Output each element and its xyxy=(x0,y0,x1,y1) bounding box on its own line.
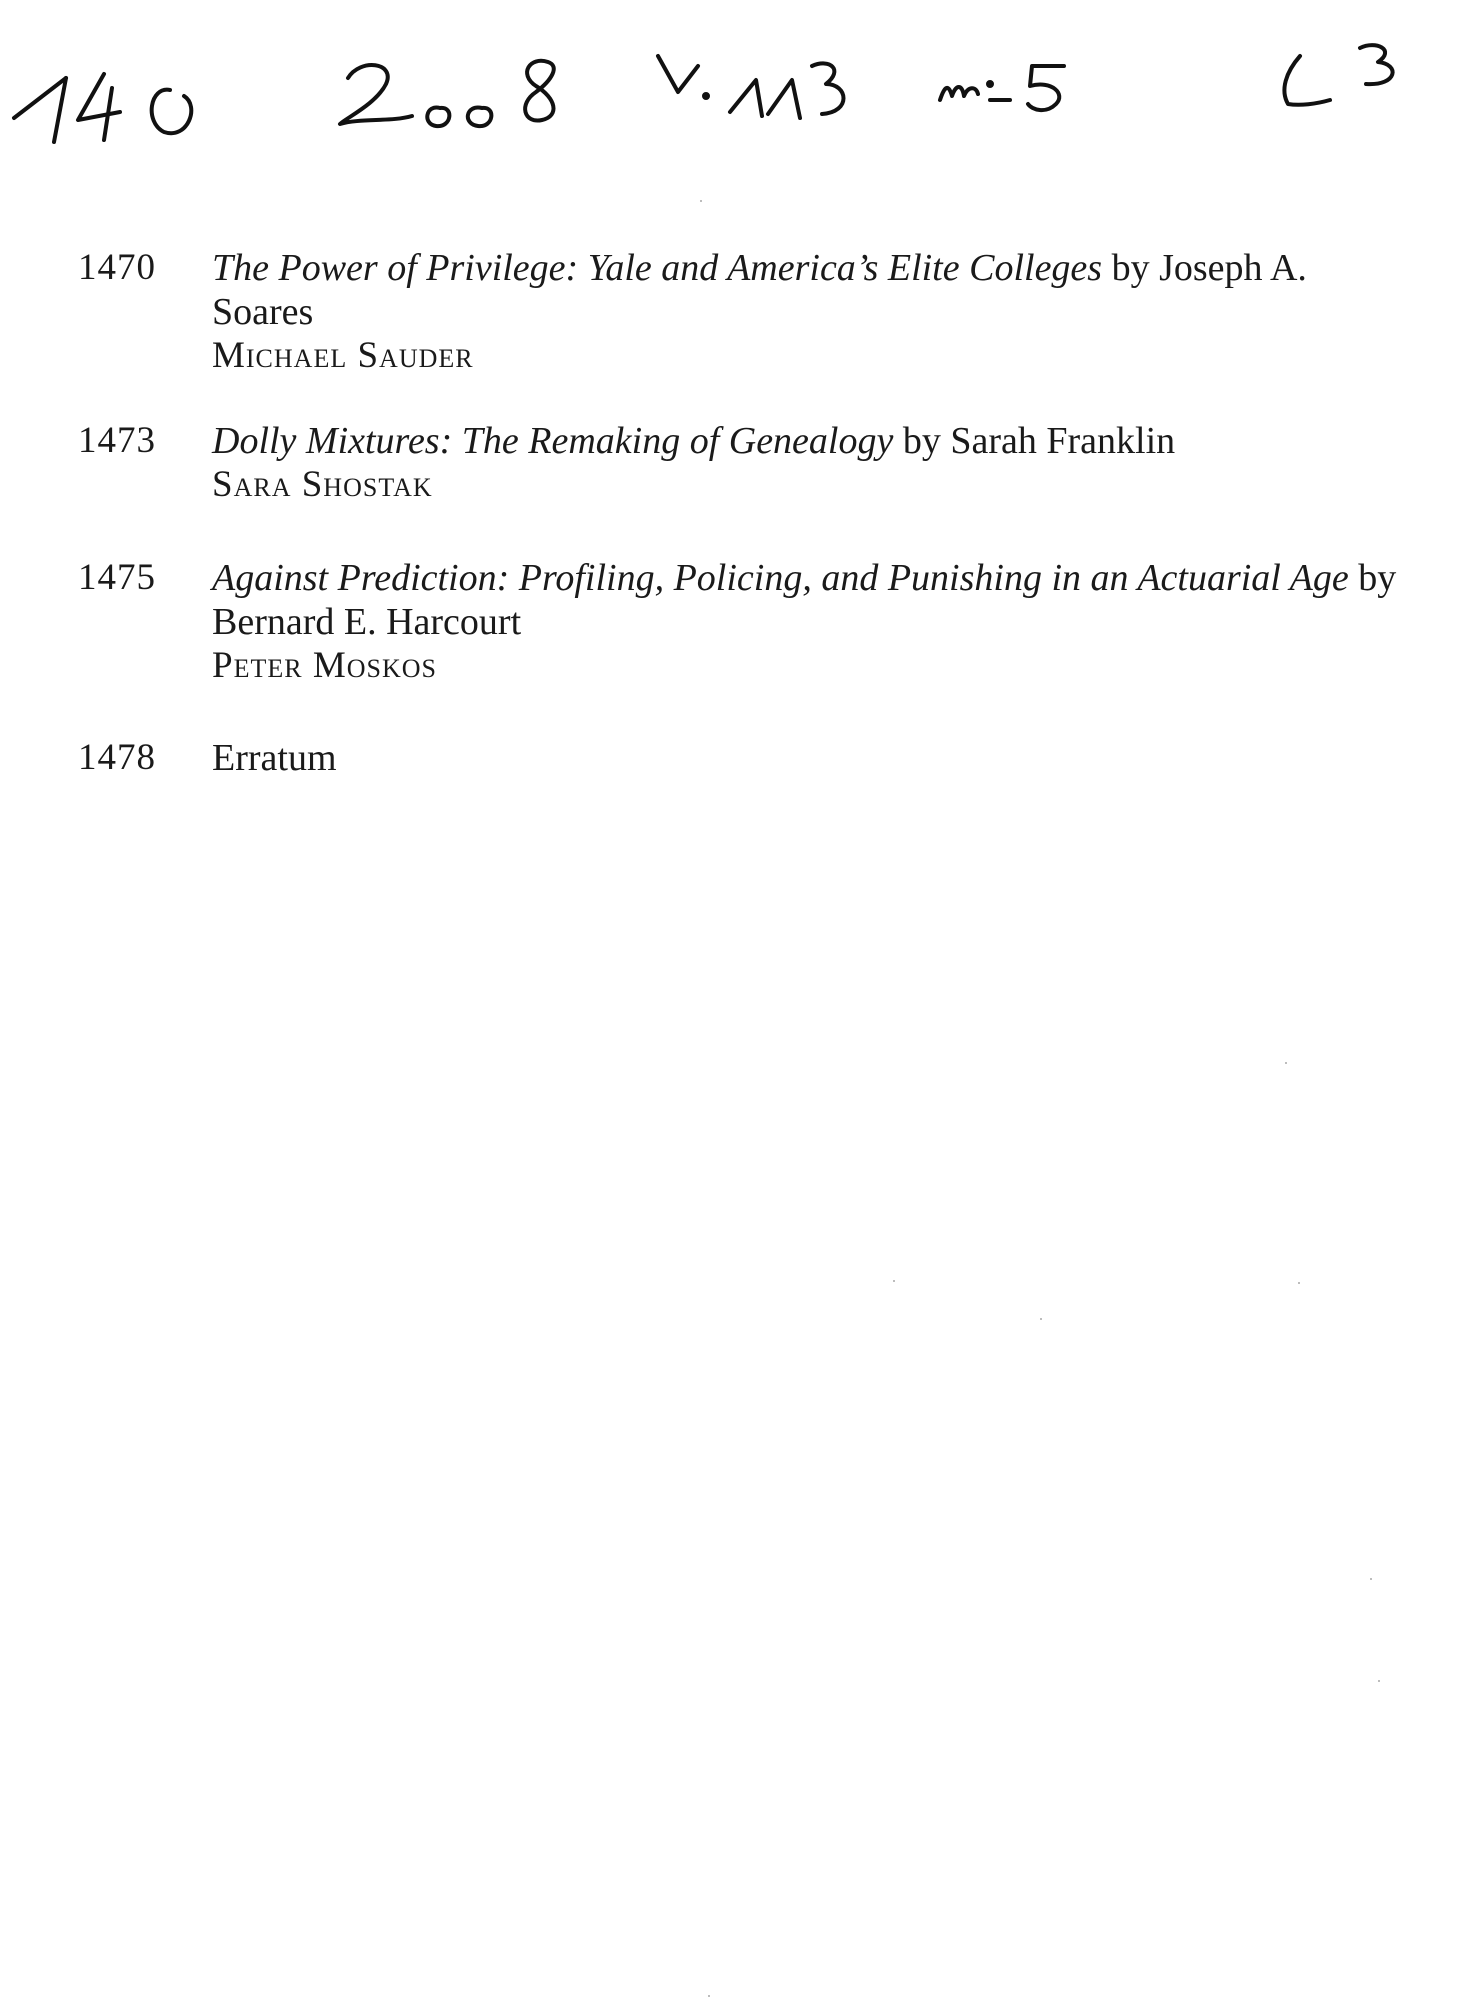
page-number: 1470 xyxy=(78,247,156,288)
book-author: by Joseph A. Soares xyxy=(212,247,1307,333)
toc-entry xyxy=(78,419,1408,507)
book-title: Against Prediction: Profiling, Policing, and Punishing in an Actuarial Age xyxy=(212,557,1349,599)
reviewer-name: Sara Shostak xyxy=(212,464,433,505)
handwritten-number xyxy=(940,66,1064,110)
entry-body xyxy=(212,246,1408,378)
entry-body xyxy=(212,736,1408,780)
handwritten-2008 xyxy=(340,61,554,126)
book-title: The Power of Privilege: Yale and America’s Elite Colleges xyxy=(212,247,1103,289)
table-of-contents xyxy=(78,246,1408,780)
handwritten-volume xyxy=(658,56,844,118)
handwritten-l3 xyxy=(1284,45,1392,105)
scan-speck xyxy=(1040,1318,1042,1320)
scan-speck xyxy=(708,1995,710,1997)
entry-body xyxy=(212,419,1408,507)
toc-entry xyxy=(78,246,1408,378)
scan-speck xyxy=(700,200,702,202)
book-title: Dolly Mixtures: The Remaking of Genealogy xyxy=(212,420,894,462)
scan-speck xyxy=(1298,1282,1300,1284)
page-number: 1473 xyxy=(78,420,156,461)
book-author: by Bernard E. Harcourt xyxy=(212,557,1397,643)
erratum-label: Erratum xyxy=(212,737,337,779)
page-number: 1475 xyxy=(78,557,156,598)
scan-speck xyxy=(893,1280,895,1282)
toc-entry xyxy=(78,556,1408,688)
book-author: by Sarah Franklin xyxy=(902,420,1176,462)
scan-speck xyxy=(1370,1578,1372,1580)
reviewer-name: Peter Moskos xyxy=(212,645,437,686)
handwritten-annotation xyxy=(0,0,1480,170)
scan-speck xyxy=(1285,1062,1287,1064)
toc-entry xyxy=(78,736,1408,780)
entry-body xyxy=(212,556,1408,688)
handwritten-140 xyxy=(14,74,191,142)
reviewer-name: Michael Sauder xyxy=(212,335,474,376)
scan-speck xyxy=(1378,1680,1380,1682)
page-number: 1478 xyxy=(78,737,156,778)
